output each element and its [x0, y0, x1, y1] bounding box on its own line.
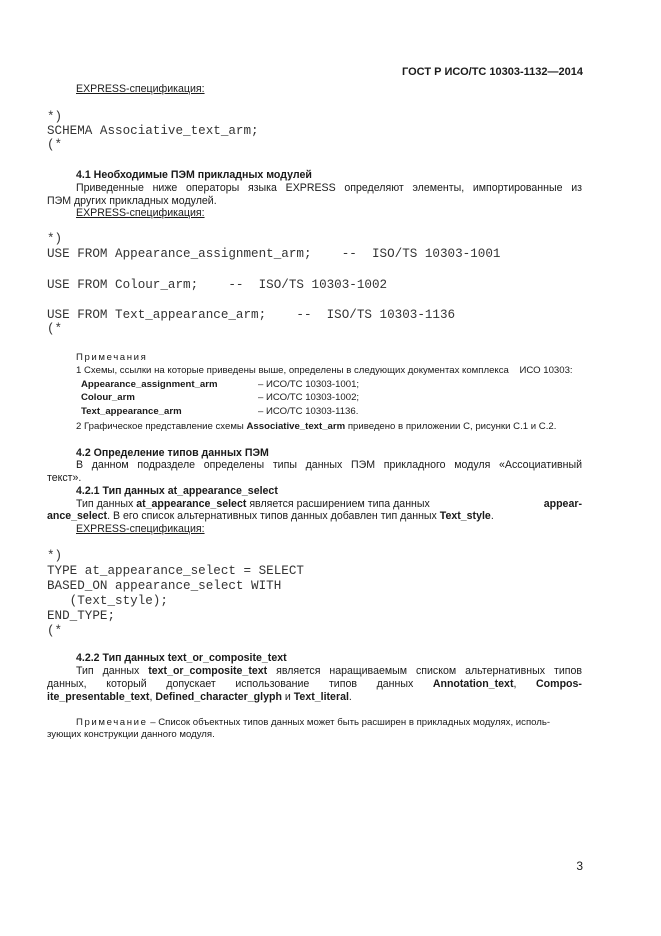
code-line: USE FROM Appearance_assignment_arm; -- ISO/TS 10303-1001 [47, 247, 501, 261]
code-line: (Text_style); [47, 594, 168, 608]
schema-ref-name: Colour_arm [81, 392, 135, 403]
paragraph-line: В данном подразделе определены типы данных ПЭМ прикладного модуля «Ассоциативный [76, 459, 582, 471]
express-spec-label: EXPRESS-спецификация: [76, 207, 205, 219]
code-line: END_TYPE; [47, 609, 116, 623]
code-line: *) [47, 232, 63, 246]
schema-ref-doc: – ИСО/ТС 10303-1136. [258, 406, 359, 417]
code-line: *) [47, 549, 63, 563]
express-spec-label: EXPRESS-спецификация: [76, 523, 205, 535]
paragraph-fragment: appear- [543, 498, 582, 510]
code-line: SCHEMA Associative_text_arm; [47, 124, 259, 138]
paragraph-line: Приведенные ниже операторы языка EXPRESS определяют элементы, импортированные из [76, 182, 582, 194]
code-line: BASED_ON appearance_select WITH [47, 579, 282, 593]
document-header: ГОСТ Р ИСО/ТС 10303-1132—2014 [402, 66, 583, 78]
schema-ref-doc: – ИСО/ТС 10303-1002; [258, 392, 360, 403]
express-spec-label: EXPRESS-спецификация: [76, 83, 205, 95]
page-number: 3 [576, 859, 583, 873]
note-text: 1 Схемы, ссылки на которые приведены выше, определены в следующих документах комплекса ИСО 10303: [76, 365, 573, 376]
paragraph-line: Тип данных text_or_composite_text является наращиваемым списком альтернативных типов [76, 665, 582, 677]
note-text: зующих конструкции данного модуля. [47, 729, 215, 740]
schema-ref-name: Appearance_assignment_arm [81, 379, 218, 390]
schema-ref-name: Text_appearance_arm [81, 406, 182, 417]
code-line: (* [47, 322, 63, 336]
paragraph-line: текст». [47, 472, 82, 484]
code-line: USE FROM Text_appearance_arm; -- ISO/TS 10303-1136 [47, 308, 456, 322]
code-line: TYPE at_appearance_select = SELECT [47, 564, 304, 578]
section-heading: 4.2 Определение типов данных ПЭМ [76, 447, 269, 459]
notes-title: Примечания [76, 352, 148, 363]
paragraph-line: ance_select. В его список альтернативных типов данных добавлен тип данных Text_style. [47, 510, 494, 522]
paragraph-line: данных, который допускает использование типов данных Annotation_text, Compos- [47, 678, 582, 690]
code-line: (* [47, 624, 63, 638]
code-line: (* [47, 138, 63, 152]
paragraph-line: Тип данных at_appearance_select является расширением типа данных [76, 498, 430, 510]
paragraph-line: ite_presentable_text, Defined_character_glyph и Text_literal. [47, 691, 352, 703]
paragraph-line: ПЭМ других прикладных модулей. [47, 195, 217, 207]
schema-ref-doc: – ИСО/ТС 10303-1001; [258, 379, 360, 390]
code-line: USE FROM Colour_arm; -- ISO/TS 10303-1002 [47, 278, 388, 292]
note-text: 2 Графическое представление схемы Associative_text_arm приведено в приложении С, рисунки С.1 и С.2. [76, 421, 557, 432]
section-heading: 4.2.1 Тип данных at_appearance_select [76, 485, 278, 497]
section-heading: 4.1 Необходимые ПЭМ прикладных модулей [76, 169, 312, 181]
code-line: *) [47, 110, 63, 124]
section-heading: 4.2.2 Тип данных text_or_composite_text [76, 652, 287, 664]
note-text: Примечание – Список объектных типов данных может быть расширен в прикладных модулях, исполь- [76, 717, 551, 728]
